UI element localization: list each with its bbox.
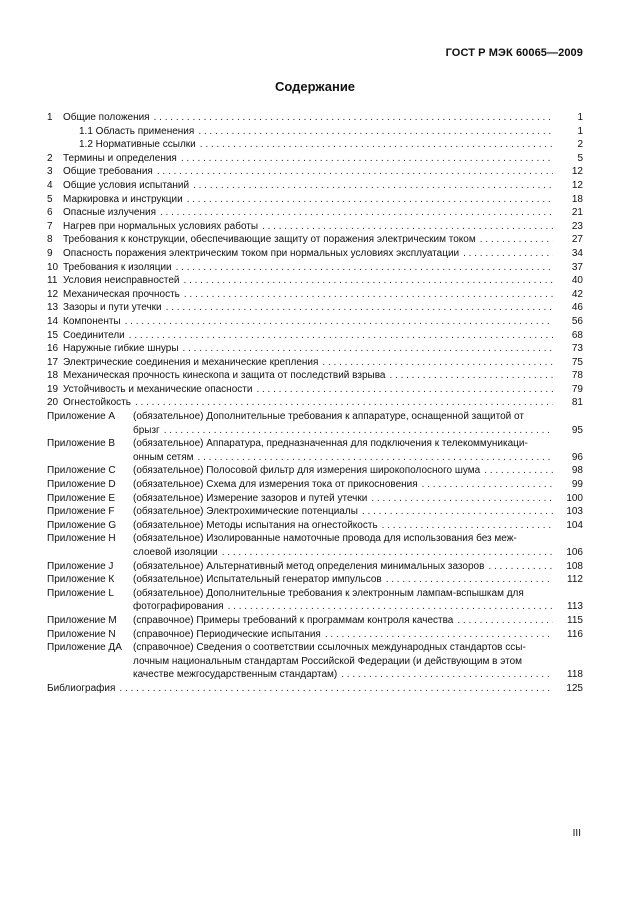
toc-appendix [47, 573, 583, 587]
toc-entry [47, 329, 583, 343]
toc-appendix-title: брызг [133, 424, 160, 436]
toc-appendix-page: 103 [566, 506, 583, 518]
toc-appendix-line [47, 505, 583, 519]
toc-appendix-page: 116 [567, 628, 583, 640]
toc-entry-title: Условия неисправностей [63, 275, 180, 287]
toc-appendix [47, 437, 583, 464]
toc-appendix-title: (обязательное) Полосовой фильтр для измерения широкополосного шума [133, 465, 481, 477]
toc-entry [47, 396, 583, 410]
toc-entry-number: 18 [47, 370, 59, 382]
toc-entry-title: 1.1 Область применения [79, 125, 195, 137]
toc-appendix-line [47, 478, 583, 492]
toc-bibliography [47, 682, 583, 696]
toc-appendix [47, 614, 583, 628]
toc-appendix-title: (обязательное) Схема для измерения тока от прикосновения [133, 479, 418, 491]
dot-leader [422, 478, 553, 492]
toc-entry-title: Опасность поражения электрическим током при нормальных условиях эксплуатации [63, 247, 460, 259]
toc-appendix-line [47, 573, 583, 587]
toc-appendix-page: 112 [567, 574, 583, 586]
toc-appendix-page: 95 [571, 424, 583, 436]
toc-entry-title: Механическая прочность кинескопа и защита от последствий взрыва [63, 370, 386, 382]
toc-entry-number: 9 [47, 247, 53, 259]
dot-leader [480, 233, 553, 247]
document-code: ГОСТ Р МЭК 60065—2009 [445, 47, 583, 59]
dot-leader [228, 600, 553, 614]
page-title: Содержание [274, 79, 356, 94]
toc-entry-title: Наружные гибкие шнуры [63, 343, 179, 355]
toc-entry-page: 18 [571, 193, 583, 205]
toc-appendix [47, 519, 583, 533]
toc-entry-number: 6 [47, 207, 53, 219]
dot-leader [484, 464, 553, 478]
toc-appendix-title: (обязательное) Дополнительные требования к аппаратуре, оснащенной защитой от [133, 411, 524, 423]
toc-entry-number: 3 [47, 166, 53, 178]
dot-leader [164, 424, 553, 438]
toc-entry-title: Маркировка и инструкции [63, 193, 183, 205]
toc-appendix-line [47, 628, 583, 642]
toc-entry-title: Общие условия испытаний [63, 179, 190, 191]
toc-entry [47, 233, 583, 247]
dot-leader [488, 560, 553, 574]
dot-leader [371, 492, 553, 506]
toc-entry [47, 261, 583, 275]
toc-entry [47, 274, 583, 288]
toc-entry-title: Общие положения [63, 112, 150, 123]
toc-entry [47, 179, 583, 193]
toc-entry-number: 17 [47, 356, 59, 368]
toc-entry [47, 369, 583, 383]
dot-leader [362, 505, 553, 519]
toc-appendix-title: (обязательное) Изолированные намоточные провода для использования без меж- [133, 533, 517, 545]
dot-leader [200, 138, 553, 152]
toc-entry-number: 19 [47, 383, 59, 395]
toc-appendix [47, 410, 583, 437]
toc-entry-page: 5 [577, 152, 583, 164]
toc-entry-number: 20 [47, 397, 59, 409]
toc-entry-page: 73 [571, 343, 583, 355]
toc-entry-number: 5 [47, 193, 53, 205]
toc-entry-page: 1 [577, 125, 583, 137]
dot-leader [193, 179, 553, 193]
toc-appendix-title: (обязательное) Аппаратура, предназначенная для подключения к телекоммуникаци- [133, 438, 528, 450]
toc-appendix-label: Приложение С [47, 465, 116, 477]
toc-entry [47, 247, 583, 261]
dot-leader [166, 301, 553, 315]
toc-appendix-line [47, 546, 583, 560]
toc-appendix-line [47, 587, 583, 601]
toc-appendix-page: 108 [566, 560, 583, 572]
dot-leader [160, 206, 553, 220]
toc-appendix-label: Приложение D [47, 479, 116, 491]
toc-appendix-title: (обязательное) Альтернативный метод определения минимальных зазоров [133, 560, 485, 572]
toc-appendix [47, 587, 583, 614]
toc-appendix-label: Приложение F [47, 506, 115, 518]
toc-entry-title: Требования к конструкции, обеспечивающие защиту от поражения электрическим током [63, 234, 476, 246]
toc-entry [47, 383, 583, 397]
toc-entry-page: 21 [571, 207, 583, 219]
toc-entry [47, 152, 583, 166]
toc-appendix-page: 100 [566, 492, 583, 504]
toc-appendix-page: 99 [571, 479, 583, 491]
toc-entry [47, 206, 583, 220]
toc-appendix-page: 118 [567, 669, 583, 681]
toc-entry-title: Электрические соединения и механические крепления [63, 356, 319, 368]
dot-leader [187, 193, 553, 207]
toc-appendix [47, 560, 583, 574]
toc-appendix-title: (обязательное) Электрохимические потенциалы [133, 506, 358, 518]
dot-leader [135, 396, 553, 410]
page-number: III [572, 828, 581, 839]
toc-appendix-title: (обязательное) Методы испытания на огнестойкость [133, 519, 378, 531]
toc-appendix-title: (обязательное) Измерение зазоров и путей утечки [133, 492, 368, 504]
toc-entry-title: Устойчивость и механические опасности [63, 383, 253, 395]
toc-entry-title: Компоненты [63, 315, 121, 327]
toc-appendix-title: (обязательное) Испытательный генератор импульсов [133, 574, 382, 586]
toc-entry-number: 2 [47, 152, 53, 164]
toc-entry [47, 301, 583, 315]
toc-appendix-title: онным сетям [133, 451, 194, 463]
dot-leader [198, 125, 553, 139]
dot-leader [129, 329, 553, 343]
toc-appendix-line [47, 451, 583, 465]
toc-appendix-line [47, 410, 583, 424]
toc-entry-page: 37 [571, 261, 583, 273]
toc-entry-number: 15 [47, 329, 59, 341]
toc-appendix-line [47, 492, 583, 506]
toc-appendix-title: (справочное) Сведения о соответствии ссылочных международных стандартов ссы- [133, 642, 526, 654]
toc-appendix-page: 96 [571, 451, 583, 463]
toc-entry-title: Нагрев при нормальных условиях работы [63, 220, 259, 232]
toc-appendix-page: 115 [567, 614, 583, 626]
toc-entry [47, 315, 583, 329]
dot-leader [125, 315, 553, 329]
dot-leader [154, 111, 553, 125]
toc-appendix [47, 532, 583, 559]
toc-appendix-page: 113 [567, 601, 583, 613]
dot-leader [382, 519, 553, 533]
toc-entry-page: 1 [577, 112, 583, 123]
dot-leader [157, 165, 553, 179]
dot-leader [222, 546, 553, 560]
toc-appendix-title: (справочное) Периодические испытания [133, 628, 321, 640]
toc-entry-page: 40 [571, 275, 583, 287]
toc-entry-page: 79 [571, 383, 583, 395]
toc-entry [47, 220, 583, 234]
toc-entry-title: Общие требования [63, 166, 153, 178]
toc-entry-number: 1 [47, 112, 53, 123]
toc-appendix-page: 106 [566, 547, 583, 558]
toc-entry-number: 16 [47, 343, 59, 355]
toc-appendix-line [47, 437, 583, 451]
toc-entry-title: Зазоры и пути утечки [63, 302, 162, 314]
toc-appendix-line [47, 519, 583, 533]
toc-entry-page: 81 [571, 397, 583, 409]
toc-appendix-label: Приложение L [47, 587, 114, 599]
dot-leader [183, 342, 553, 356]
toc-appendix-title: (справочное) Примеры требований к программам контроля качества [133, 614, 454, 626]
toc-entry-title: Механическая прочность [63, 288, 180, 300]
toc-appendix-page: 98 [571, 465, 583, 477]
dot-leader [184, 274, 553, 288]
dot-leader [341, 668, 553, 682]
toc-entry [47, 125, 583, 139]
toc-appendix-title: слоевой изоляции [133, 547, 218, 558]
toc-appendix [47, 478, 583, 492]
toc-entry-number: 14 [47, 315, 59, 327]
toc-appendix-label: Приложение J [47, 560, 114, 572]
toc-appendix-line [47, 655, 583, 669]
toc-entry [47, 111, 583, 125]
toc-entry-number: 12 [47, 288, 59, 300]
toc-entry-page: 75 [571, 356, 583, 368]
toc-appendix [47, 628, 583, 642]
toc-entry-number: 8 [47, 234, 53, 246]
dot-leader [386, 573, 553, 587]
dot-leader [256, 383, 553, 397]
toc-entry-page: 34 [571, 247, 583, 259]
toc-appendix-line [47, 560, 583, 574]
dot-leader [322, 356, 553, 370]
toc-entry-page: 12 [571, 179, 583, 191]
toc-entry-page: 78 [571, 370, 583, 382]
toc-appendix-line [47, 600, 583, 614]
toc-appendix [47, 492, 583, 506]
toc-entry-number: 11 [47, 275, 58, 287]
toc-appendix-label: Приложение М [47, 614, 117, 626]
toc-entry-title: Опасные излучения [63, 207, 156, 219]
toc-entry [47, 193, 583, 207]
toc-appendix-page: 104 [566, 519, 583, 531]
dot-leader [181, 152, 553, 166]
toc-appendix-title: лочным национальным стандартам Российской Федерации (и действующим в этом [133, 655, 522, 667]
toc-appendix-line [47, 614, 583, 628]
toc-appendix-label: Приложение ДА [47, 642, 122, 654]
dot-leader [184, 288, 553, 302]
toc-appendix-label: Приложение Н [47, 533, 116, 545]
toc-entry-number: 10 [47, 261, 59, 273]
toc-appendix-line [47, 532, 583, 546]
toc-appendix-label: Приложение А [47, 411, 116, 423]
toc-entry-title: Соединители [63, 329, 125, 341]
toc-appendix [47, 641, 583, 682]
toc-appendix-label: Приложение Е [47, 492, 116, 504]
table-of-contents [47, 111, 583, 696]
dot-leader [119, 682, 553, 696]
toc-entry [47, 342, 583, 356]
toc-entry-title: Требования к изоляции [63, 261, 172, 273]
toc-appendix-line [47, 424, 583, 438]
toc-entry-page: 2 [577, 139, 583, 151]
toc-entry-number: 13 [47, 302, 59, 314]
toc-appendix-label: Приложение N [47, 628, 116, 640]
dot-leader [198, 451, 553, 465]
toc-appendix [47, 505, 583, 519]
toc-appendix-line [47, 641, 583, 655]
dot-leader [176, 261, 553, 275]
toc-appendix-title: качестве межгосударственным стандартам) [133, 669, 338, 681]
toc-bibliography-page: 125 [566, 682, 583, 694]
dot-leader [389, 369, 553, 383]
toc-appendix-title: (обязательное) Дополнительные требования к электронным лампам-вспышкам для [133, 587, 524, 599]
toc-entry-page: 68 [571, 329, 583, 341]
dot-leader [262, 220, 553, 234]
toc-entry-title: 1.2 Нормативные ссылки [79, 139, 196, 151]
toc-entry-number: 4 [47, 179, 53, 191]
dot-leader [463, 247, 553, 261]
toc-entry [47, 288, 583, 302]
toc-appendix-line [47, 464, 583, 478]
toc-entry [47, 356, 583, 370]
dot-leader [325, 628, 553, 642]
toc-entry-page: 56 [571, 315, 583, 327]
toc-bibliography-title: Библиография [47, 682, 116, 694]
toc-appendix-title: фотографирования [133, 601, 224, 613]
toc-entry-page: 46 [571, 302, 583, 314]
toc-entry [47, 165, 583, 179]
dot-leader [457, 614, 553, 628]
toc-entry [47, 138, 583, 152]
toc-appendix-label: Приложение G [47, 519, 117, 531]
toc-entry-title: Огнестойкость [63, 397, 131, 409]
toc-entry-page: 42 [571, 288, 583, 300]
toc-entry-number: 7 [47, 220, 53, 232]
toc-entry-page: 27 [571, 234, 583, 246]
toc-appendix-line [47, 668, 583, 682]
toc-appendix-label: Приложение В [47, 438, 116, 450]
toc-entry-page: 23 [571, 220, 583, 232]
toc-appendix [47, 464, 583, 478]
toc-entry-page: 12 [571, 166, 583, 178]
toc-appendix-label: Приложение К [47, 574, 115, 586]
toc-entry-title: Термины и определения [63, 152, 177, 164]
